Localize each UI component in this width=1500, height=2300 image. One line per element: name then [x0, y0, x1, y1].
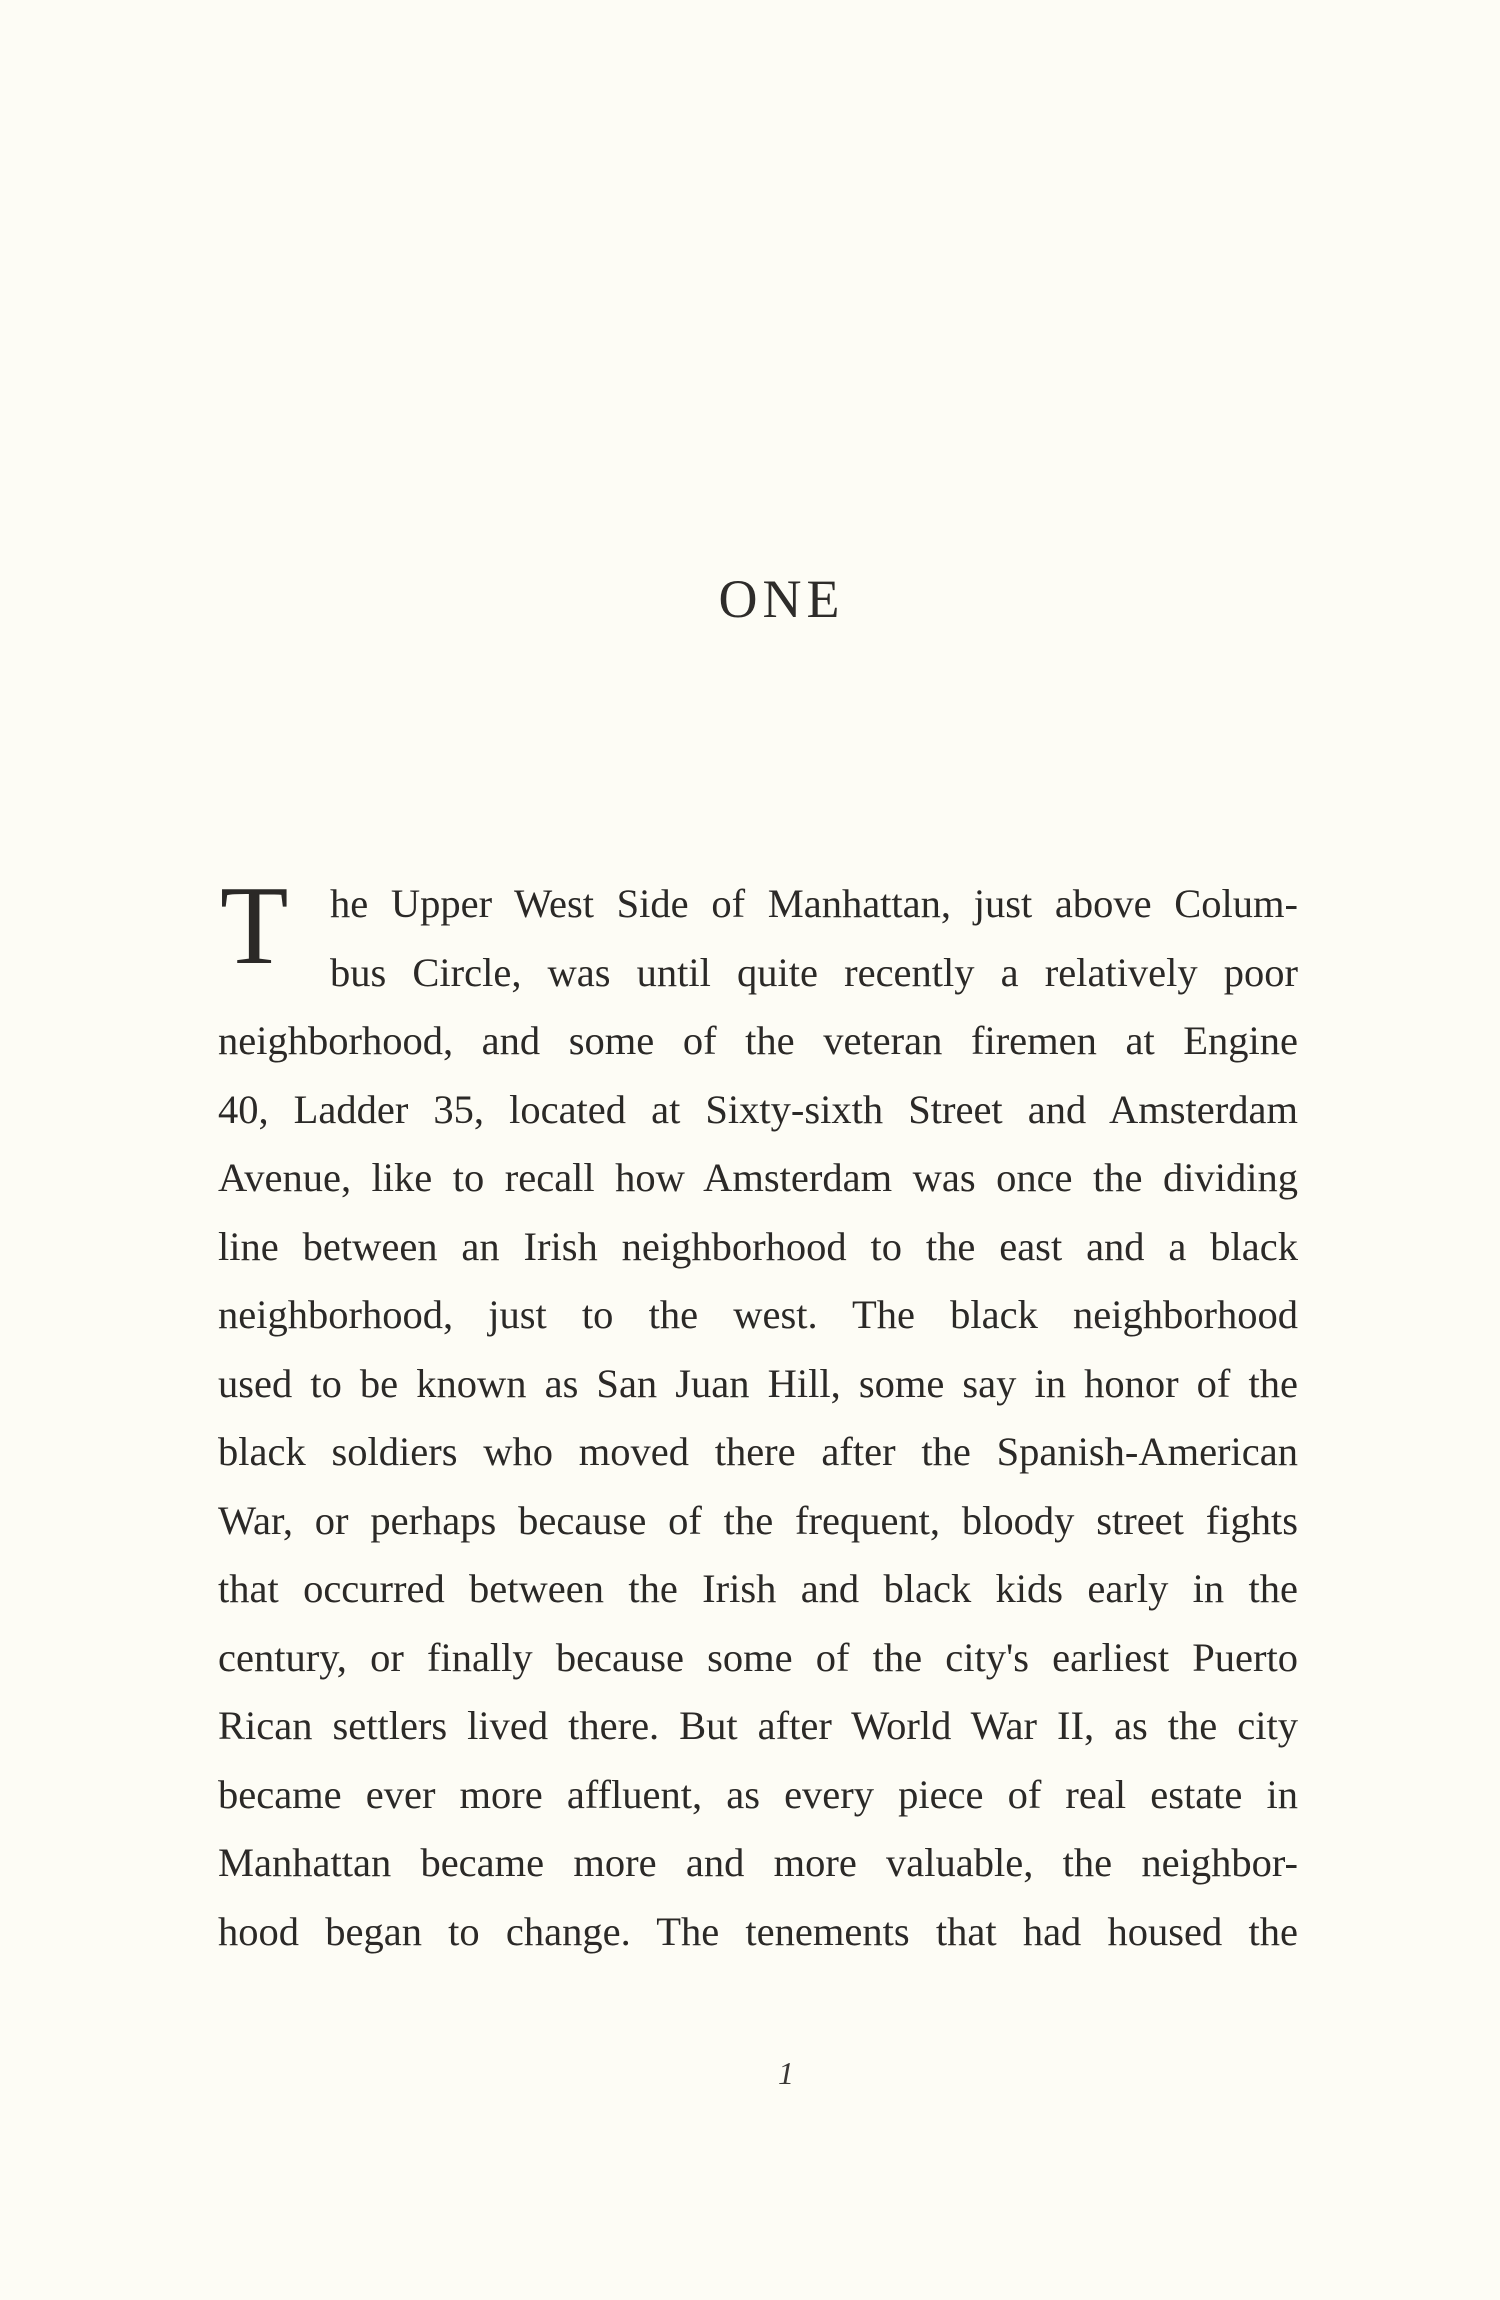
text-line: neighborhood, just to the west. The black neighborhood: [218, 1292, 1298, 1337]
text-line: hood began to change. The tenements that had housed the: [218, 1908, 1298, 1954]
text-line: Avenue, like to recall how Amsterdam was once the dividing: [218, 1155, 1298, 1200]
text-line: he Upper West Side of Manhattan, just above Colum-: [330, 881, 1298, 926]
text-line: line between an Irish neighborhood to the east and a black: [218, 1223, 1298, 1269]
text-line: bus Circle, was until quite recently a relatively poor: [330, 949, 1298, 995]
text-line: became ever more affluent, as every piece of real estate in: [218, 1771, 1298, 1817]
text-line: neighborhood, and some of the veteran firemen at Engine: [218, 1018, 1298, 1063]
page-number: 1: [778, 2055, 794, 2091]
text-line: that occurred between the Irish and black kids early in the: [218, 1566, 1298, 1611]
text-line: century, or finally because some of the city's earliest Puerto: [218, 1634, 1298, 1680]
chapter-title: ONE: [718, 569, 845, 629]
body-paragraph: [218, 864, 1298, 1966]
drop-cap: T: [220, 864, 289, 988]
text-line: War, or perhaps because of the frequent, bloody street fights: [218, 1497, 1298, 1543]
text-line: 40, Ladder 35, located at Sixty-sixth Street and Amsterdam: [218, 1086, 1298, 1132]
text-line: Rican settlers lived there. But after World War II, as the city: [218, 1703, 1298, 1748]
text-line: Manhattan became more and more valuable, the neighbor-: [218, 1840, 1298, 1885]
text-line: black soldiers who moved there after the Spanish-American: [218, 1429, 1298, 1474]
text-line: used to be known as San Juan Hill, some say in honor of the: [218, 1360, 1298, 1406]
